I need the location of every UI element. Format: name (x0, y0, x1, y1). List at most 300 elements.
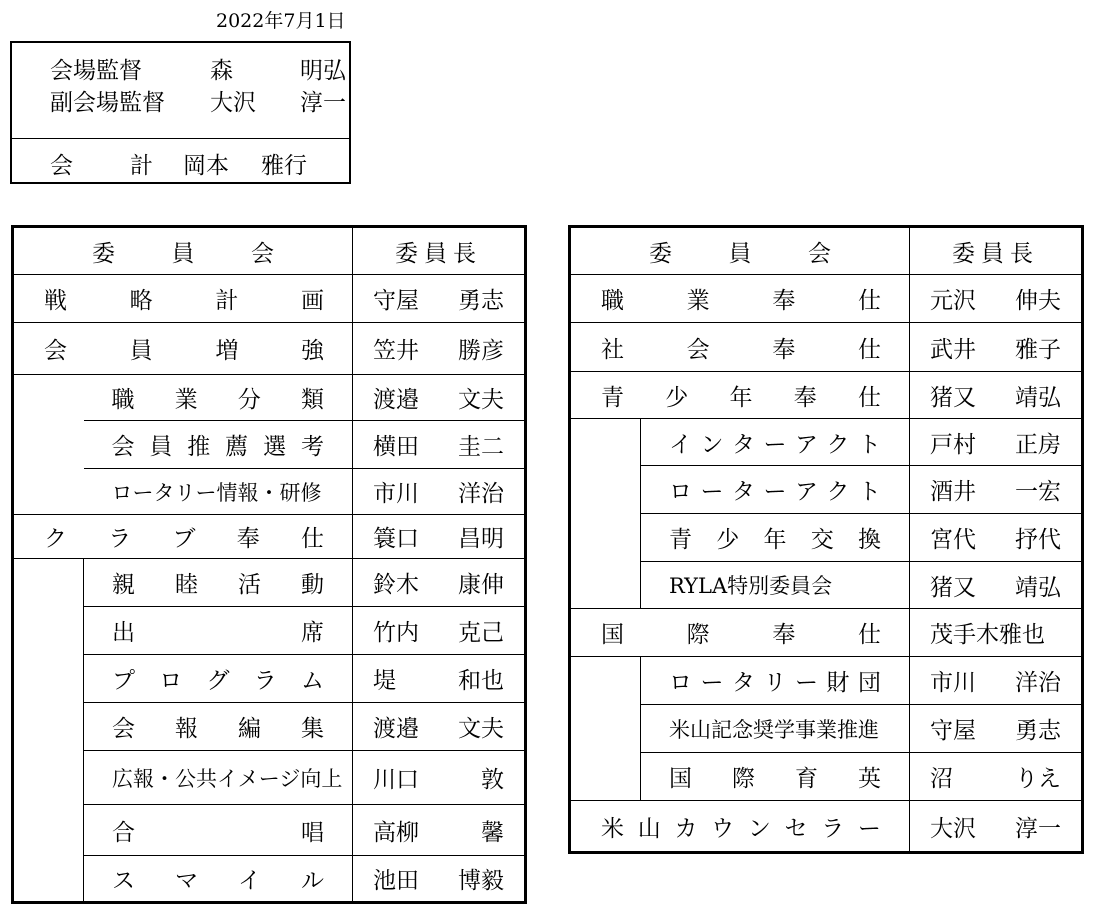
subcommittee-name (84, 607, 353, 655)
committee-name-text-char: ロ (669, 479, 692, 505)
indent-cell (13, 469, 84, 515)
subcommittee-name (641, 514, 910, 562)
committee-name-text-char: 団 (858, 670, 881, 696)
officers-divider (12, 138, 349, 139)
committee-name-text-char: ウ (711, 815, 735, 842)
chair-name-part (373, 332, 504, 365)
chair-name-part-char: 靖弘 (1015, 574, 1061, 601)
committee-name-text-char: ー (763, 431, 787, 458)
committee-name-text-char: 集 (301, 716, 324, 742)
committee-name (13, 515, 353, 559)
committee-name-text (601, 282, 881, 315)
header-committee-text-char: 員 (728, 240, 752, 267)
committee-name-text-char: プ (112, 668, 135, 694)
table-row (570, 609, 1083, 657)
subcommittee-name (641, 753, 910, 801)
committee-name-text-char: 員 (129, 338, 153, 364)
committee-name-text-char: ン (747, 815, 771, 842)
chair-name-part-char: 勝彦 (458, 338, 504, 364)
committee-name-text (669, 473, 881, 506)
table-row (13, 805, 526, 856)
committee-name-text-char: 国 (601, 622, 624, 648)
committee-name-text (44, 520, 324, 553)
committee-name-text-char: 略 (129, 288, 153, 314)
committee-name-text: 広報・公共イメージ向上 (112, 766, 343, 791)
committee-name-text (112, 381, 325, 414)
chair-name (353, 559, 526, 607)
committee-name-text-char: 年 (763, 527, 787, 553)
chair-name (353, 703, 526, 751)
chair-name (353, 421, 526, 469)
committee-name-text (601, 379, 881, 412)
chair-name (353, 469, 526, 515)
committee-name-text (44, 332, 324, 365)
committee-name-text-char: 際 (732, 766, 755, 792)
chair-name (910, 562, 1083, 609)
committee-name-text (601, 331, 881, 364)
committee-name-text-char: 英 (858, 766, 881, 792)
header-committee (570, 227, 910, 275)
chair-name-part-char: 洋治 (1015, 670, 1061, 696)
committee-name-text-char: イ (238, 868, 261, 894)
committee-name (13, 275, 353, 323)
committee-name-text-char: 選 (263, 434, 287, 460)
table-row (570, 275, 1083, 323)
chair-name-part-char: 渡邉 (373, 716, 419, 742)
committee-name-text-char: ト (858, 431, 881, 458)
committee-name-text-char: 国 (669, 766, 692, 792)
committee-name-text: ロータリー情報・研修 (111, 480, 322, 505)
chair-name-part-char: りえ (1015, 766, 1061, 792)
committee-name-text (112, 710, 324, 743)
chair-name-part (373, 710, 504, 743)
chair-name-part-char: 敦 (481, 767, 504, 793)
chair-name-text: 茂手木雅也 (930, 622, 1045, 648)
chair-name (353, 323, 526, 375)
subcommittee-name (84, 655, 353, 703)
committee-name (570, 372, 910, 419)
committee-name-text-char: 奉 (793, 384, 817, 411)
chair-name-part-char: 文夫 (458, 716, 504, 742)
chair-name-part (930, 521, 1061, 554)
committee-name-text-char: 奉 (236, 526, 260, 552)
committee-name-text: RYLA特別委員会 (669, 574, 833, 598)
table-row (570, 562, 1083, 609)
committee-name-text-char: ー (795, 670, 818, 696)
chair-name-part-char: 渡邉 (373, 387, 419, 413)
subcommittee-name (84, 703, 353, 751)
committee-name-text-char: ム (301, 668, 324, 694)
chair-name-part-char: 宮代 (930, 527, 976, 553)
officers-box (10, 41, 351, 184)
committee-name-text-char: 合 (112, 819, 135, 846)
indent-cell (570, 657, 641, 705)
committee-name-text (112, 614, 324, 647)
committee-name-text-char: ク (826, 479, 850, 505)
committee-name-text-char: ラ (253, 668, 277, 694)
committee-name-text-char: カ (674, 815, 698, 842)
committee-name-text (669, 664, 881, 697)
committee-name-text-char: 会 (111, 434, 135, 460)
chair-name-part (930, 664, 1061, 697)
committee-table-right (568, 225, 1084, 854)
committee-name (570, 801, 910, 853)
committee-name-text-char: ア (795, 479, 818, 505)
officer-name-a: 森 (210, 58, 233, 84)
committee-name-text-char: 業 (174, 387, 198, 413)
chair-name-part-char: 武井 (930, 336, 976, 363)
committee-name-text-char: 際 (686, 622, 710, 648)
chair-name (910, 657, 1083, 705)
chair-name (910, 466, 1083, 514)
indent-cell (570, 466, 641, 514)
officer-name-b: 淳一 (300, 90, 346, 116)
committee-name-text-char: 考 (300, 434, 324, 460)
committee-name-text-char: 推 (187, 434, 211, 460)
chair-name-part (930, 473, 1061, 506)
accountant-title-b: 計 (130, 153, 153, 179)
table-row (570, 514, 1083, 562)
chair-name-part (930, 810, 1061, 843)
committee-name-text-char: タ (732, 431, 755, 458)
table-row (13, 856, 526, 903)
chair-name-part-char: 洋治 (458, 481, 504, 507)
chair-name-part-char: 圭二 (458, 434, 504, 460)
subcommittee-name (84, 421, 353, 469)
committee-name-text-char: ロ (669, 670, 692, 696)
table-row (570, 323, 1083, 372)
chair-name (910, 419, 1083, 466)
chair-name-part (373, 520, 504, 553)
committee-name-text (112, 814, 324, 847)
accountant-name-a: 岡本 (183, 153, 229, 179)
committee-name-text-char: 青 (669, 527, 692, 553)
committee-name-text-char: 分 (237, 387, 261, 413)
chair-name-part (930, 426, 1061, 459)
chair-name (353, 375, 526, 421)
chair-name-part-char: 守屋 (373, 288, 419, 314)
committee-name-text-char: 仕 (857, 288, 881, 314)
chair-name-part-char: 大沢 (930, 815, 976, 842)
committee-name-text-char: ロ (159, 668, 183, 694)
committee-name-text-char: 社 (601, 336, 624, 363)
committee-name-text-char: 奉 (772, 336, 796, 363)
committee-name-text-char: 少 (716, 527, 740, 553)
committee-name-text-char: 会 (686, 336, 710, 363)
chair-name-part (930, 379, 1061, 412)
chair-name-part-char: 元沢 (930, 288, 976, 314)
chair-name-part (930, 569, 1061, 602)
subcommittee-name (641, 419, 910, 466)
committee-name-text-char: 唱 (301, 819, 324, 846)
committee-name (570, 275, 910, 323)
subcommittee-name (641, 705, 910, 753)
committee-name-text-char: ス (112, 868, 135, 894)
table-row (570, 801, 1083, 853)
chair-name-part-char: 市川 (930, 670, 976, 696)
committee-name-text-char: 少 (665, 384, 689, 411)
committee-name-text-char: 類 (300, 387, 324, 413)
committee-name-text-char: 年 (729, 384, 753, 411)
committee-name-text-char: ブ (172, 526, 196, 552)
chair-name-part-char: 勇志 (1015, 718, 1061, 744)
chair-name-part-char: 一宏 (1015, 479, 1061, 505)
table-row (570, 419, 1083, 466)
accountant-title-a: 会 (50, 153, 73, 179)
chair-name-part (373, 428, 504, 461)
committee-name-text-char: ク (44, 526, 67, 552)
committee-name-text (112, 428, 325, 461)
committee-name-text-char: 会 (112, 716, 135, 742)
committee-name (13, 323, 353, 375)
table-row (13, 703, 526, 751)
committee-name-text-char: 動 (301, 572, 324, 598)
subcommittee-name (84, 856, 353, 903)
chair-name-part (373, 614, 504, 647)
table-row (13, 421, 526, 469)
committee-name-text-char: 青 (601, 384, 624, 411)
chair-name-part (930, 282, 1061, 315)
header-committee (13, 227, 353, 275)
officer-name-a: 大沢 (210, 90, 256, 116)
chair-name (353, 275, 526, 323)
table-row (13, 607, 526, 655)
indent-cell (13, 805, 84, 856)
committee-name-text-char: 山 (637, 815, 661, 842)
indent-cell (570, 705, 641, 753)
chair-name (910, 705, 1083, 753)
committee-name-text-char: 報 (175, 716, 198, 742)
committee-name-text-char: 財 (826, 670, 850, 696)
committee-name-text-char: 計 (215, 288, 239, 314)
committee-name-text (601, 810, 881, 843)
table-row (13, 323, 526, 375)
committee-name-text-char: 会 (44, 338, 67, 364)
subcommittee-name (84, 559, 353, 607)
table-row (13, 515, 526, 559)
chair-name-part-char: 昌明 (458, 526, 504, 552)
committee-name-text-char: リ (763, 670, 787, 696)
committee-name-text (601, 616, 881, 649)
committee-table-left (11, 225, 527, 904)
committee-name-text-char: 編 (238, 716, 261, 742)
committee-name-text-char: 強 (300, 338, 324, 364)
committee-name-text-char: 仕 (858, 384, 881, 411)
committee-name-text-char: ト (858, 479, 881, 505)
committee-name-text-char: 出 (112, 620, 135, 646)
chair-name-part-char: 簑口 (373, 526, 419, 552)
header-committee-text-char: 会 (808, 240, 831, 267)
committee-name-text-char: ル (301, 868, 324, 894)
committee-name-text-char: タ (732, 479, 755, 505)
committee-name-text-char: 薦 (225, 434, 249, 460)
committee-name (570, 323, 910, 372)
header-committee-text-char: 委 (649, 240, 672, 267)
chair-name-part-char: 市川 (373, 481, 419, 507)
indent-cell (13, 421, 84, 469)
chair-name-part-char: 靖弘 (1015, 384, 1061, 411)
chair-name-part-char: 池田 (373, 868, 419, 894)
chair-name-part-char: 猪又 (930, 574, 976, 601)
committee-name-text-char: グ (206, 668, 230, 694)
committee-name-text-char: ー (700, 670, 724, 696)
chair-name-part (373, 761, 504, 794)
header-committee-text-char: 員 (171, 240, 195, 267)
officer-title: 会場監督 (50, 58, 142, 84)
indent-cell (13, 559, 84, 607)
committee-name-text (112, 566, 324, 599)
subcommittee-name (84, 805, 353, 856)
chair-name-part (373, 814, 504, 847)
committee-name-text-char: 親 (112, 572, 135, 598)
chair-name-part-char: 猪又 (930, 384, 976, 411)
committee-name-text-char: ア (795, 431, 818, 458)
committee-name-text-char: 戦 (44, 288, 67, 314)
subcommittee-name (641, 657, 910, 705)
chair-name (353, 655, 526, 703)
chair-name (353, 607, 526, 655)
header-row (13, 227, 526, 275)
officer-name-b: 明弘 (300, 58, 346, 84)
chair-name-part (930, 712, 1061, 745)
chair-name-part-char: 克己 (458, 620, 504, 646)
accountant-name-b: 雅行 (261, 153, 307, 179)
header-committee-text (14, 235, 352, 268)
committee-name-text-char: 換 (858, 527, 881, 553)
chair-name-part-char: 川口 (373, 767, 419, 793)
chair-name-part-char: 守屋 (930, 718, 976, 744)
table-row (570, 466, 1083, 514)
committee-name-text-char: 席 (301, 620, 324, 646)
header-committee-text (571, 235, 909, 268)
chair-name-part (373, 566, 504, 599)
table-row (13, 751, 526, 805)
indent-cell (13, 375, 84, 421)
indent-cell (570, 514, 641, 562)
chair-name-part-char: 伸夫 (1015, 288, 1061, 314)
chair-name-part (373, 475, 504, 508)
chair-name (910, 753, 1083, 801)
chair-name-part-char: 正房 (1015, 431, 1061, 458)
document-date: 2022年7月1日 (216, 10, 346, 32)
table-row (13, 375, 526, 421)
committee-name-text-char: 員 (149, 434, 173, 460)
chair-name-part-char: 沼 (930, 766, 953, 792)
chair-name-part-char: 酒井 (930, 479, 976, 505)
committee-name-text-char: 交 (810, 527, 834, 553)
chair-name-part-char: 鈴木 (373, 572, 419, 598)
subcommittee-name (84, 751, 353, 805)
chair-name-part (930, 331, 1061, 364)
committee-name-text-char: 職 (111, 387, 135, 413)
indent-cell (570, 562, 641, 609)
committee-name-text-char: 仕 (857, 622, 881, 648)
committee-name-text-char: 仕 (857, 336, 881, 363)
committee-name-text-char: 仕 (301, 526, 324, 552)
chair-name (353, 515, 526, 559)
chair-name (353, 751, 526, 805)
chair-name-part-char: 抒代 (1015, 527, 1061, 553)
committee-name-text-char: 職 (601, 288, 624, 314)
header-committee-text-char: 委 (92, 240, 115, 267)
chair-name-part (373, 381, 504, 414)
header-chair-text: 委員長 (952, 240, 1039, 267)
chair-name-part-char: 和也 (458, 668, 504, 694)
committee-name-text-char: 米 (601, 815, 624, 842)
indent-cell (13, 856, 84, 903)
committee-name-text-char: 活 (238, 572, 261, 598)
committee-name-text (112, 662, 324, 695)
chair-name-part-char: 康伸 (458, 572, 504, 598)
committee-name-text-char: ー (700, 479, 724, 505)
chair-name (910, 609, 1083, 657)
table-row (13, 655, 526, 703)
chair-name-part-char: 戸村 (930, 431, 976, 458)
subcommittee-name (84, 469, 353, 515)
committee-name-text (669, 426, 881, 459)
header-chair (910, 227, 1083, 275)
committee-name-text-char: ラ (821, 815, 845, 842)
chair-name-part-char: 竹内 (373, 620, 419, 646)
chair-name-part (930, 760, 1061, 793)
chair-name (910, 372, 1083, 419)
chair-name-part-char: 馨 (481, 819, 504, 846)
subcommittee-name (641, 562, 910, 609)
committee-name-text: 米山記念奨学事業推進 (669, 717, 879, 742)
committee-name-text (112, 862, 324, 895)
indent-cell (570, 419, 641, 466)
chair-name-part (373, 282, 504, 315)
chair-name (910, 323, 1083, 372)
committee-name-text-char: 奉 (772, 288, 796, 314)
subcommittee-name (84, 375, 353, 421)
table-row (570, 657, 1083, 705)
chair-name-part-char: 博毅 (458, 868, 504, 894)
table-row (13, 275, 526, 323)
committee-name-text (44, 282, 324, 315)
committee-name-text-char: ラ (108, 526, 132, 552)
chair-name-part-char: 勇志 (458, 288, 504, 314)
committee-name-text-char: 増 (215, 338, 239, 364)
committee-name-text-char: ー (857, 815, 881, 842)
chair-name (910, 514, 1083, 562)
table-row (13, 469, 526, 515)
committee-name-text-char: 睦 (175, 572, 198, 598)
committee-name-text-char: 奉 (772, 622, 796, 648)
chair-name-part-char: 文夫 (458, 387, 504, 413)
chair-name-part-char: 淳一 (1015, 815, 1061, 842)
committee-name-text-char: イ (669, 431, 692, 458)
chair-name (353, 805, 526, 856)
committee-name-text-char: タ (732, 670, 755, 696)
chair-name-part-char: 高柳 (373, 819, 419, 846)
indent-cell (570, 753, 641, 801)
chair-name-part (373, 862, 504, 895)
table-row (570, 372, 1083, 419)
indent-cell (13, 655, 84, 703)
committee-name-text (669, 521, 881, 554)
header-committee-text-char: 会 (251, 240, 274, 267)
table-row (570, 753, 1083, 801)
indent-cell (13, 751, 84, 805)
chair-name-part-char: 雅子 (1015, 336, 1061, 363)
chair-name (910, 275, 1083, 323)
header-row (570, 227, 1083, 275)
indent-cell (13, 607, 84, 655)
committee-name-text-char: セ (784, 815, 808, 842)
table-row (570, 705, 1083, 753)
committee-name-text (669, 760, 881, 793)
